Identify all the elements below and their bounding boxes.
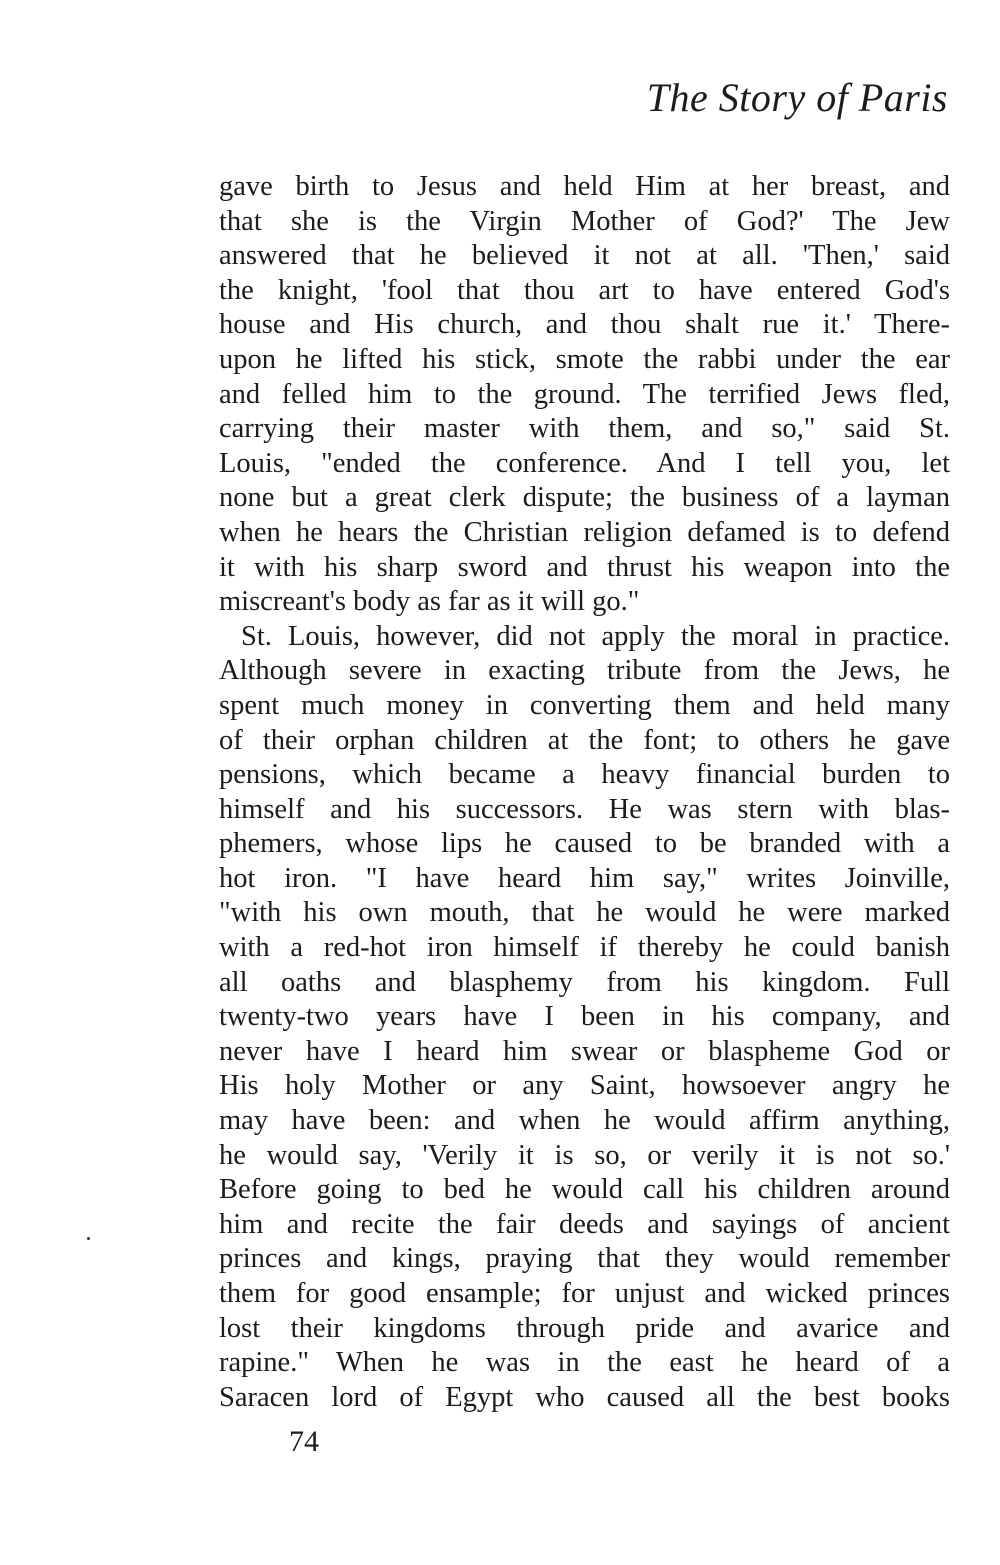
paragraph-end-line: miscreant's body as far as it will go." (219, 586, 640, 618)
text-line: of their orphan children at the font; to others he gave (219, 724, 950, 756)
text-line: His holy Mother or any Saint, howsoever angry he (219, 1070, 950, 1102)
text-line: all oaths and blasphemy from his kingdom. Full (219, 966, 950, 998)
text-line: upon he lifted his stick, smote the rabbi under the ear (219, 343, 950, 375)
text-line: answered that he believed it not at all. 'Then,' said (219, 240, 950, 272)
paragraph-start-line: St. Louis, however, did not apply the moral in practice. (241, 620, 950, 652)
page-number: 74 (289, 1425, 319, 1458)
text-line: he would say, 'Verily it is so, or verily it is not so.' (219, 1139, 950, 1171)
text-line: phemers, whose lips he caused to be branded with a (219, 828, 950, 860)
text-line: gave birth to Jesus and held Him at her breast, and (219, 171, 950, 202)
text-line: never have I heard him swear or blaspheme God or (219, 1035, 950, 1067)
text-line: and felled him to the ground. The terrified Jews fled, (219, 378, 950, 410)
text-line: himself and his successors. He was stern with blas- (219, 793, 950, 825)
text-line: "with his own mouth, that he would he were marked (219, 897, 950, 929)
text-line: princes and kings, praying that they would remember (219, 1243, 950, 1275)
text-line: Although severe in exacting tribute from the Jews, he (219, 655, 950, 687)
text-line: carrying their master with them, and so," said St. (219, 413, 950, 445)
running-title: The Story of Paris (646, 75, 948, 120)
text-line: none but a great clerk dispute; the business of a layman (219, 482, 950, 514)
text-line: lost their kingdoms through pride and avarice and (219, 1312, 950, 1344)
text-line: spent much money in converting them and held many (219, 689, 950, 721)
text-line: rapine." When he was in the east he heard of a (219, 1347, 950, 1379)
text-line: twenty-two years have I been in his company, and (219, 1001, 950, 1033)
text-line: him and recite the fair deeds and sayings of ancient (219, 1208, 950, 1240)
text-line: house and His church, and thou shalt rue it.' There- (219, 309, 950, 341)
margin-speck (87, 1237, 90, 1240)
text-line: hot iron. "I have heard him say," writes Joinville, (219, 862, 950, 894)
text-line: Louis, "ended the conference. And I tell you, let (219, 447, 950, 479)
text-line: when he hears the Christian religion defamed is to defend (219, 516, 950, 548)
text-line: with a red-hot iron himself if thereby he could banish (219, 932, 950, 964)
text-line: Before going to bed he would call his children around (219, 1174, 950, 1206)
text-line: pensions, which became a heavy financial burden to (219, 759, 950, 791)
text-line: them for good ensample; for unjust and wicked princes (219, 1278, 950, 1309)
text-line: the knight, 'fool that thou art to have entered God's (219, 274, 950, 306)
text-line: it with his sharp sword and thrust his weapon into the (219, 551, 950, 583)
body-text (219, 170, 950, 1415)
text-line: that she is the Virgin Mother of God?' The Jew (219, 205, 950, 237)
text-line: Saracen lord of Egypt who caused all the best books (219, 1381, 950, 1413)
text-line: may have been: and when he would affirm anything, (219, 1105, 950, 1137)
